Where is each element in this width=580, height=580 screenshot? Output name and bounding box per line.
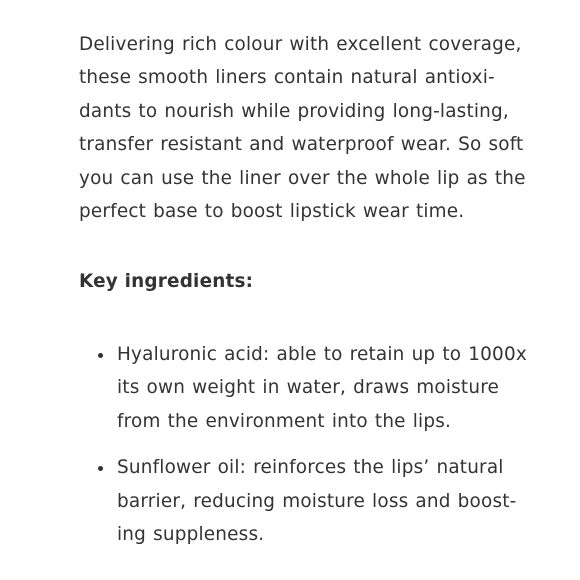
description-line: perfect base to boost lipstick wear time.	[79, 201, 465, 223]
ingredient-line: Sunflower oil: reinforces the lips’ natural	[117, 457, 504, 479]
ingredient-list	[79, 338, 529, 564]
bullet-icon	[98, 353, 103, 358]
ingredient-line: barrier, reducing moisture loss and boost-	[117, 490, 517, 512]
ingredient-line: Hyaluronic acid: able to retain up to 1000x	[117, 344, 527, 365]
description-line: transfer resistant and waterproof wear. So soft	[79, 134, 524, 156]
ingredient-item-sunflower-oil	[79, 451, 529, 551]
ingredient-item-hyaluronic-acid	[79, 338, 529, 438]
key-ingredients-heading: Key ingredients:	[79, 271, 254, 292]
description-line: dants to nourish while providing long-lasting,	[79, 100, 509, 122]
ingredient-line: ing suppleness.	[117, 524, 265, 546]
bullet-icon	[98, 466, 103, 471]
description-line: you can use the liner over the whole lip as the	[79, 167, 526, 189]
product-details	[79, 28, 529, 546]
product-description	[79, 28, 529, 228]
description-line: these smooth liners contain natural antioxi-	[79, 67, 495, 89]
ingredient-line: from the environment into the lips.	[117, 410, 452, 432]
ingredient-line: its own weight in water, draws moisture	[117, 377, 500, 399]
description-line: Delivering rich colour with excellent coverage,	[79, 34, 522, 55]
